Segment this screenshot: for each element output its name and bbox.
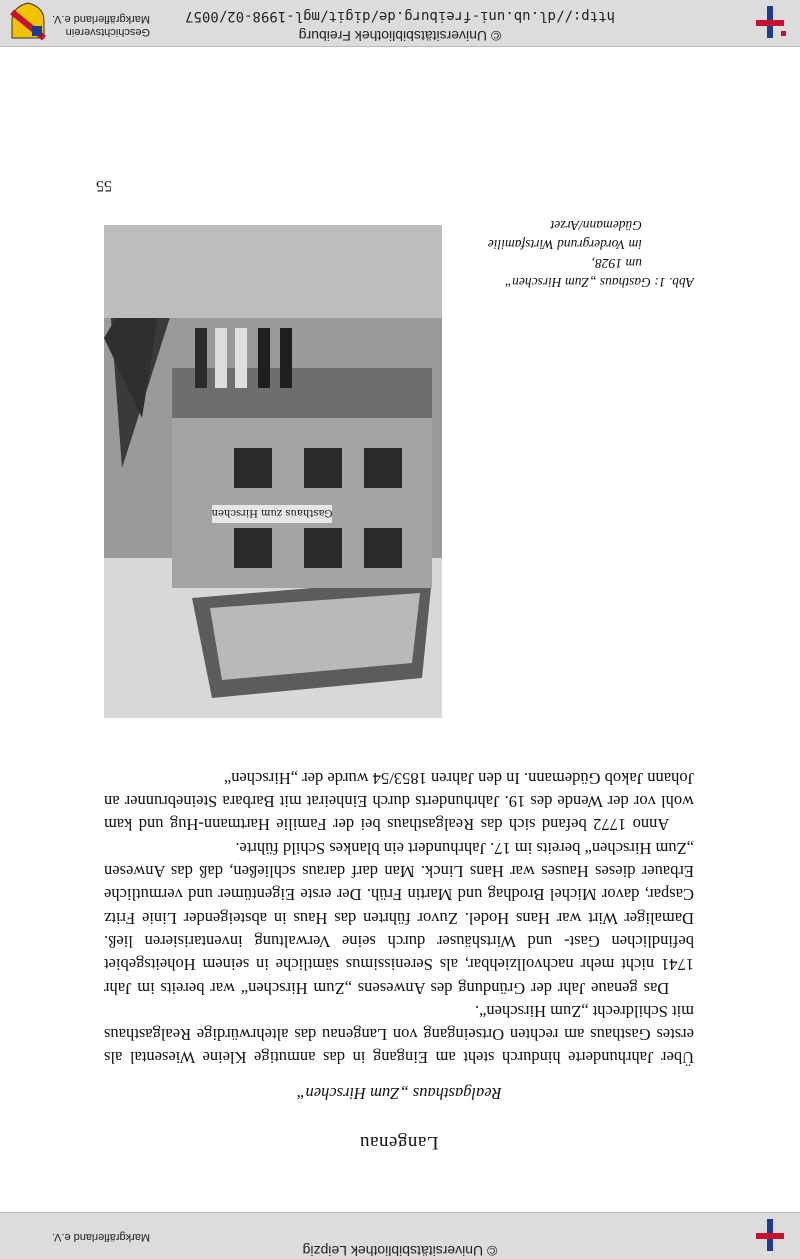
viewer-top-bar [0, 1212, 800, 1259]
page-title: Langenau [359, 1132, 439, 1153]
paragraph-1: Über Jahrhunderte hindurch steht am Eingang in das anmutige Kleine Wiesental als erstes Gasthaus am rechten Ortseingang von Langenau das altehrwürdige Realgasthaus mit Schildrecht „Zum Hirschen“. [104, 1001, 694, 1068]
caption-line-2: um 1928, [591, 256, 642, 271]
caption-line-1: Abb. 1: Gasthaus „Zum Hirschen“ [504, 275, 694, 290]
paragraph-2: Das genaue Jahr der Gründung des Anwesens „Zum Hirschen“ war bereits im Jahr 1741 nicht mehr nachvollziehbar, als Serenissimus sämtliche in seinem Hoheitsgebiet befindlichen Gast- und Wirtshäuser durch seine Verwaltung inventarisieren ließ. Damaliger Wirt war Hans Hodel. Zuvor führten das Haus in absteigender Linie Fritz Caspar, davor Michel Brodhag und Martin Früh. Der erste Eigentümer und vermutliche Erbauer dieses Hauses war Hans Linck. Man darf daraus schließen, daß das Anwesen „Zum Hirschen“ bereits im 17. Jahrhundert ein blankes Schild führte. [104, 838, 694, 998]
page-number: 55 [96, 177, 112, 194]
article-body [104, 767, 694, 1154]
article-subtitle: Realgasthaus „Zum Hirschen“ [296, 1083, 502, 1103]
library-credit: © Universitätsbibliothek Freiburg [298, 28, 502, 44]
caption-line-3: im Vordergrund Wirtsfamilie [487, 237, 642, 252]
caption-line-4: Güdemann/Arzet [550, 218, 642, 233]
society-coat-of-arms-icon [8, 2, 48, 42]
figure-caption [454, 216, 694, 292]
document-url[interactable]: http://dl.ub.uni-freiburg.de/digit/mgl-1998-02/0057 [185, 8, 615, 24]
gasthaus-sign-text: Gasthaus zum Hirschen [211, 507, 333, 518]
society-name: Markgräflerland e.V. [52, 1231, 151, 1243]
viewer-bottom-bar [0, 0, 800, 47]
university-logo-icon [752, 1217, 788, 1253]
society-line-1: Geschichtsverein [65, 26, 151, 38]
gasthaus-photo [104, 225, 442, 718]
society-line-2: Markgräflerland e.V. [52, 13, 151, 25]
figure [104, 225, 442, 718]
paragraph-3: Anno 1772 befand sich das Realgasthaus bei der Familie Hartmann-Hug und kam wohl vor der Wende des 19. Jahrhunderts durch Einheirat mit Barbara Steinebrunner an Johann Jakob Güdemann. In den Jahren 1853/54 wurde der „Hirschen“ [104, 768, 694, 835]
library-credit: © Universitätsbibliothek Leipzig [302, 1243, 498, 1259]
society-name [52, 12, 150, 38]
